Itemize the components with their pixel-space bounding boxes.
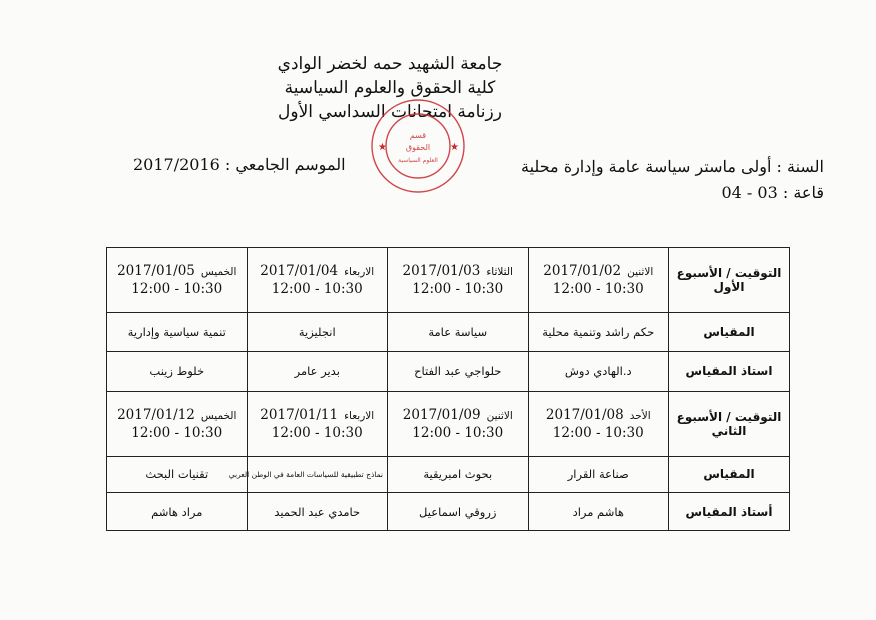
table-row [107, 391, 790, 456]
program-info [521, 154, 824, 206]
professor-cell: بدير عامر [247, 351, 388, 391]
week1-cell [247, 248, 388, 313]
exam-time: 12:00 - 10:30 [412, 280, 504, 297]
stamp-star-icon: ★ [450, 142, 459, 153]
week2-cell [247, 391, 388, 456]
room-label: قاعة : 03 - 04 [721, 183, 824, 202]
subject-cell: بحوث امبريقية [388, 456, 529, 493]
subject-cell: حكم راشد وتنمية محلية [528, 312, 669, 351]
exam-time: 12:00 - 10:30 [552, 424, 644, 441]
table-row [107, 351, 790, 391]
season-label: الموسم الجامعي : 2017/2016 [133, 155, 346, 174]
exam-date: 2017/01/09 [402, 406, 481, 423]
exam-date: 2017/01/08 [545, 406, 624, 423]
document-title: رزنامة امتحانات السداسي الأول [278, 102, 502, 122]
subject-cell: صناعة القرار [528, 456, 669, 493]
table-row [107, 312, 790, 351]
table-row [107, 456, 790, 493]
day-name: الاثنين [627, 265, 654, 278]
subject-cell: انجليزية [247, 312, 388, 351]
exam-time: 12:00 - 10:30 [412, 424, 504, 441]
day-name: الثلاثاء [486, 265, 513, 278]
professor-row-label: استاذ المقياس [669, 351, 790, 391]
week1-header: التوقيت / الأسبوع الأول [669, 248, 790, 313]
exam-date: 2017/01/05 [117, 262, 195, 279]
subject-row-label: المقياس [669, 312, 790, 351]
stamp-text-1: قسم [409, 131, 427, 140]
day-name: الأحد [629, 409, 651, 422]
exam-date: 2017/01/04 [260, 262, 339, 279]
week1-cell [107, 248, 248, 313]
professor-cell: زروقي اسماعيل [388, 493, 529, 531]
day-name: الخميس [200, 265, 237, 278]
subject-cell: سياسة عامة [388, 312, 529, 351]
week2-header: التوقيت / الأسبوع الثاني [669, 391, 790, 456]
week2-cell [107, 391, 248, 456]
exam-schedule-table [106, 247, 790, 531]
exam-date: 2017/01/12 [117, 406, 195, 423]
university-name: جامعة الشهيد حمه لخضر الوادي [277, 54, 503, 74]
exam-time: 12:00 - 10:30 [131, 280, 223, 297]
day-name: الخميس [200, 409, 237, 422]
week1-cell [388, 248, 529, 313]
subject-row-label: المقياس [669, 456, 790, 493]
professor-row-label: أستاذ المقياس [669, 493, 790, 531]
subject-cell: نماذج تطبيقية للسياسات العامة في الوطن العربي [247, 456, 388, 493]
exam-date: 2017/01/11 [260, 406, 339, 423]
professor-cell: مراد هاشم [107, 493, 248, 531]
exam-time: 12:00 - 10:30 [552, 280, 644, 297]
exam-date: 2017/01/03 [402, 262, 481, 279]
stamp-text-2: الحقوق [405, 143, 431, 152]
professor-cell: د.الهادي دوش [528, 351, 669, 391]
stamp-text-3: العلوم السياسية [398, 157, 438, 164]
table-row [107, 493, 790, 531]
exam-time: 12:00 - 10:30 [271, 280, 363, 297]
official-stamp [368, 96, 468, 196]
week1-cell [528, 248, 669, 313]
subject-cell: تنمية سياسية وإدارية [107, 312, 248, 351]
day-name: الاربعاء [344, 265, 375, 278]
professor-cell: خلوط زينب [107, 351, 248, 391]
exam-date: 2017/01/02 [543, 262, 622, 279]
professor-cell: حلواجي عبد الفتاح [388, 351, 529, 391]
professor-cell: حامدي عبد الحميد [247, 493, 388, 531]
faculty-name: كلية الحقوق والعلوم السياسية [284, 78, 496, 98]
day-name: الاربعاء [344, 409, 375, 422]
year-label: السنة : أولى ماستر سياسة عامة وإدارة محلية [521, 157, 824, 176]
week2-cell [388, 391, 529, 456]
exam-time: 12:00 - 10:30 [131, 424, 223, 441]
exam-time: 12:00 - 10:30 [271, 424, 363, 441]
day-name: الاثنين [486, 409, 513, 422]
stamp-star-icon: ★ [378, 142, 387, 153]
table-row [107, 248, 790, 313]
week2-cell [528, 391, 669, 456]
subject-cell: تقنيات البحث [107, 456, 248, 493]
professor-cell: هاشم مراد [528, 493, 669, 531]
